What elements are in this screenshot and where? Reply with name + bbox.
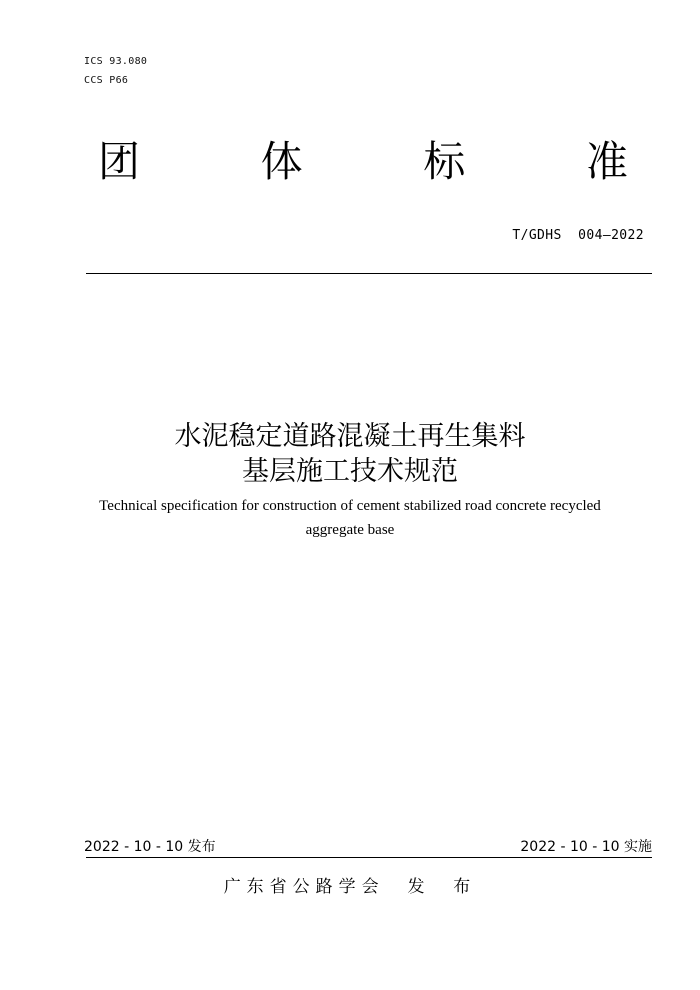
- footer-divider: [86, 857, 652, 858]
- ics-code: ICS 93.080: [84, 56, 148, 67]
- standard-type-char: 团: [98, 137, 141, 186]
- standard-type-char: 体: [260, 137, 303, 186]
- title-zh-line1: 水泥稳定道路混凝土再生集料: [174, 421, 526, 452]
- standard-type-char: 标: [423, 137, 466, 186]
- header-divider: [86, 273, 652, 274]
- title-en-line2: aggregate base: [305, 522, 395, 538]
- publisher: 广东省公路学会 发 布: [223, 877, 477, 897]
- standard-number: T/GDHS 004—2022: [512, 228, 644, 243]
- implement-date: 2022 - 10 - 10 实施: [520, 839, 652, 855]
- title-zh-line2: 基层施工技术规范: [242, 456, 458, 487]
- title-en-line1: Technical specification for construction of cement stabilized road concrete recycled: [99, 498, 601, 514]
- release-date: 2022 - 10 - 10 发布: [84, 839, 216, 855]
- standard-type-heading: [98, 138, 628, 186]
- ccs-code: CCS P66: [84, 75, 129, 86]
- standard-type-char: 准: [585, 137, 628, 186]
